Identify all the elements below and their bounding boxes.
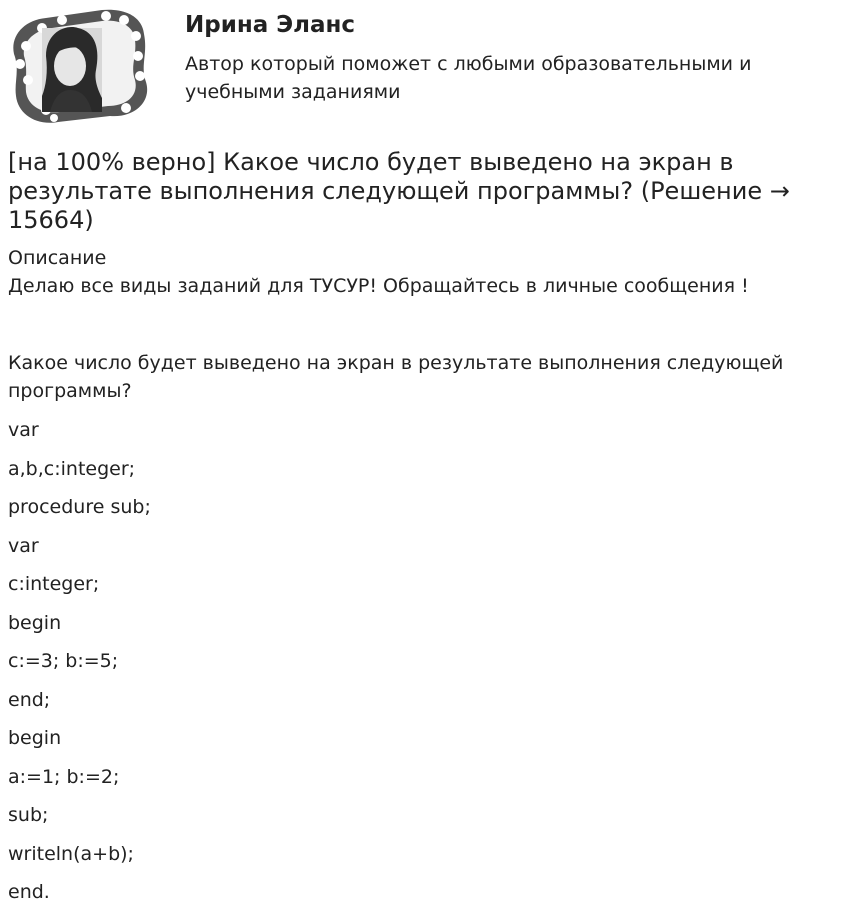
- code-line: begin: [8, 611, 62, 634]
- description-label: Описание: [8, 247, 107, 269]
- description-text: Делаю все виды заданий для ТУСУР! Обращайтесь в личные сообщения !: [8, 275, 749, 297]
- task-title: [на 100% верно] Какое число будет выведено на экран в результате выполнения следующей программы? (Решение → 15664): [8, 148, 790, 234]
- avatar-portrait: [42, 27, 102, 112]
- code-line: procedure sub;: [8, 496, 151, 518]
- code-line: writeln(a+b);: [8, 842, 134, 865]
- author-bio: Автор который поможет с любыми образовательными и учебными заданиями: [185, 53, 752, 103]
- code-line: a,b,c:integer;: [8, 457, 136, 480]
- code-line: end;: [8, 688, 51, 711]
- code-line: begin: [8, 727, 62, 749]
- question-text: Какое число будет выведено на экран в результате выполнения следующей программы?: [8, 352, 784, 402]
- code-block: [8, 418, 808, 919]
- code-line: a:=1; b:=2;: [8, 765, 120, 788]
- code-line: var: [8, 419, 39, 441]
- author-name[interactable]: Ирина Эланс: [185, 12, 356, 38]
- code-line: sub;: [8, 804, 49, 826]
- author-avatar[interactable]: [6, 6, 152, 128]
- code-line: end.: [8, 881, 50, 903]
- code-line: c:integer;: [8, 573, 100, 595]
- author-header: [0, 0, 847, 140]
- code-line: c:=3; b:=5;: [8, 650, 119, 672]
- code-line: var: [8, 534, 39, 557]
